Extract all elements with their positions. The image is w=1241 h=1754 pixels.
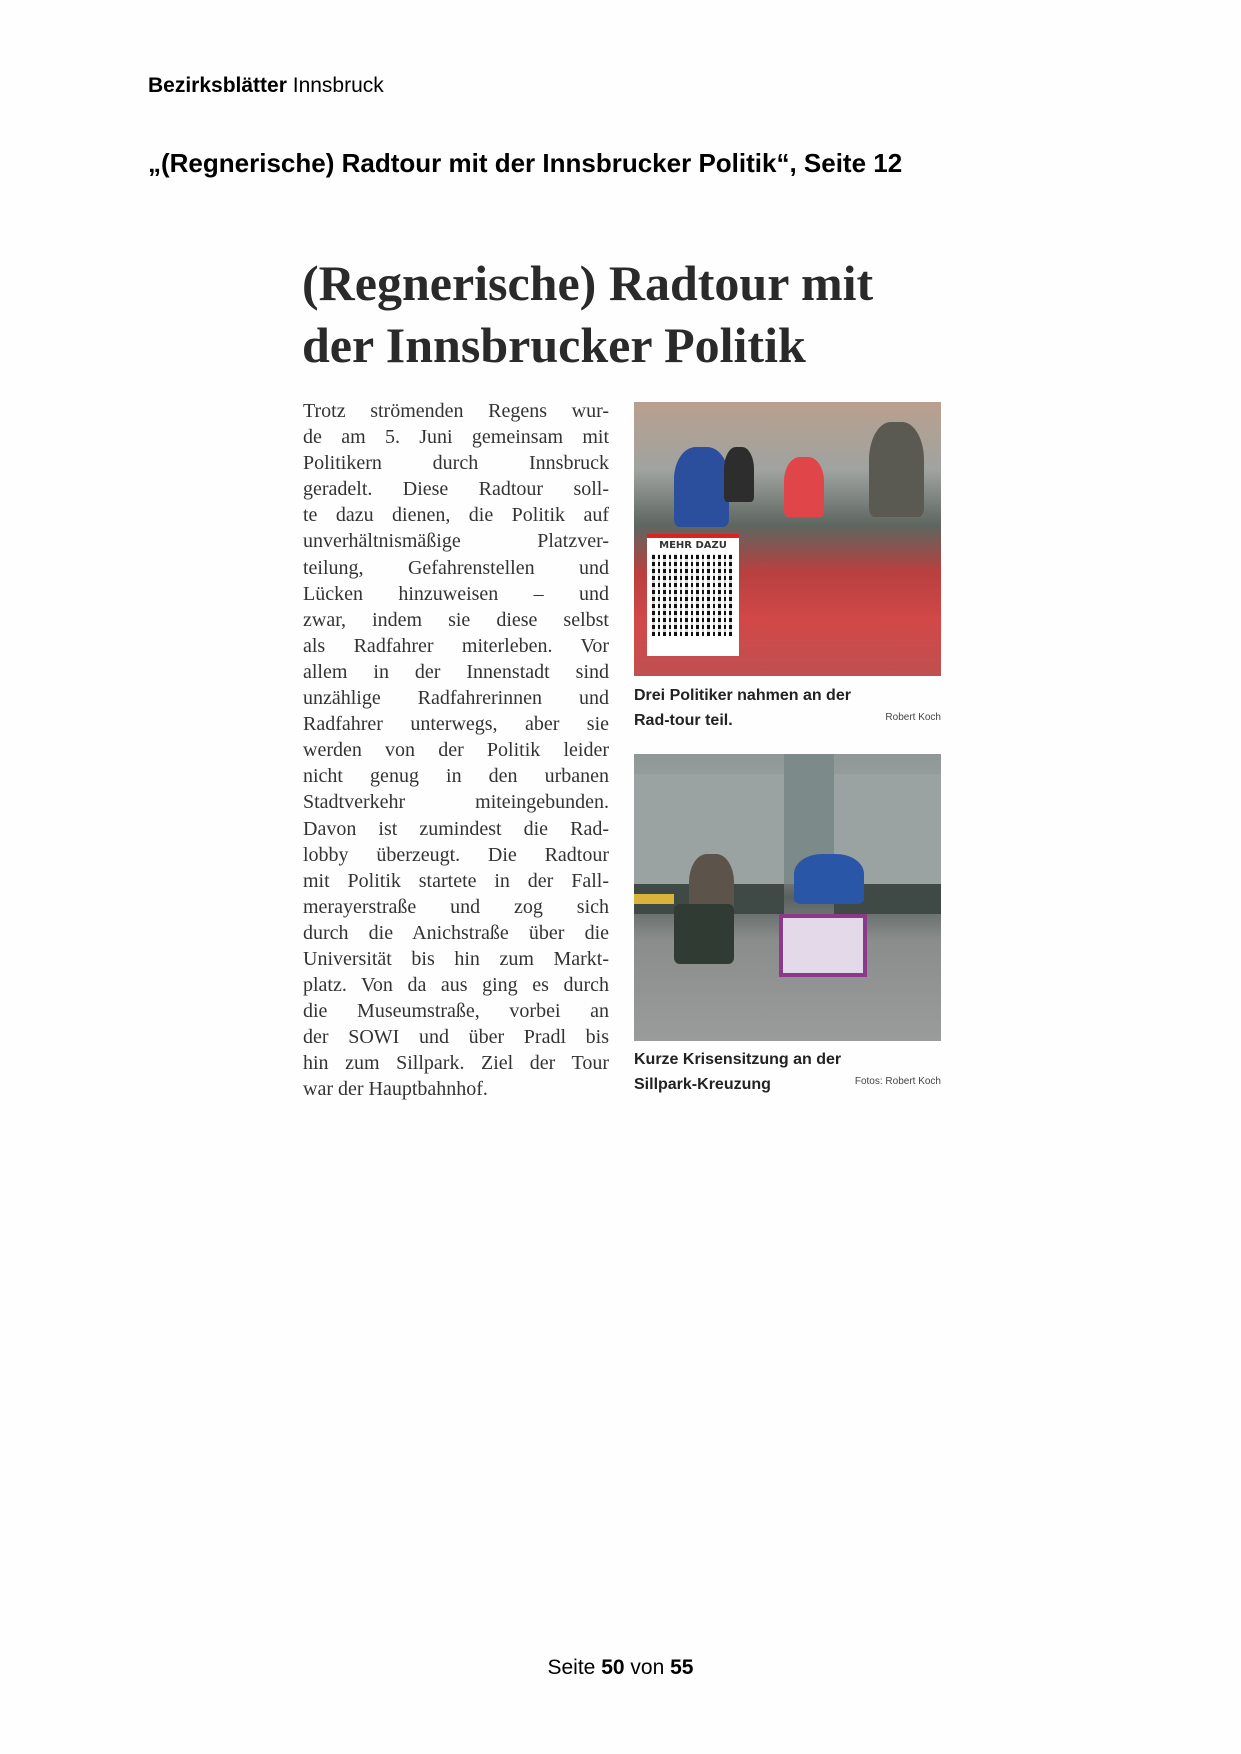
body-line: allem in der Innenstadt sind: [303, 660, 609, 683]
article-body: [303, 398, 609, 1103]
body-line: platz. Von da aus ging es durch: [303, 974, 609, 997]
publication-region: Innsbruck: [292, 74, 384, 97]
body-line: de am 5. Juni gemeinsam mit: [303, 426, 609, 449]
body-line: geradelt. Diese Radtour soll-: [303, 478, 609, 501]
body-line: te dazu dienen, die Politik auf: [303, 504, 609, 527]
page-of: von: [630, 1656, 665, 1679]
body-line: Radfahrer unterwegs, aber sie: [303, 713, 609, 736]
body-line: als Radfahrer miterleben. Vor: [303, 634, 609, 657]
body-line: merayerstraße und zog sich: [303, 895, 609, 918]
document-title: „(Regnerische) Radtour mit der Innsbrucker Politik“, Seite 12: [148, 148, 903, 178]
publication-header: [148, 74, 384, 98]
body-line: Trotz strömenden Regens wur-: [303, 400, 609, 422]
body-line: Lücken hinzuweisen – und: [303, 582, 609, 605]
photo-caption: [634, 683, 941, 733]
photo-credit: Robert Koch: [885, 712, 941, 723]
photo-cyclists-in-rain: [634, 402, 941, 676]
photo-credit: Fotos: Robert Koch: [854, 1076, 941, 1087]
body-line: teilung, Gefahrenstellen und: [303, 556, 609, 579]
body-line: zwar, indem sie diese selbst: [303, 608, 609, 631]
caption-text: Drei Politiker nahmen an der Rad-tour teil.: [634, 687, 851, 729]
photo-caption: [634, 1047, 941, 1097]
caption-text: Kurze Krisensitzung an der Sillpark-Kreuzung: [634, 1051, 842, 1093]
qr-code-box[interactable]: [647, 534, 739, 656]
body-line: Universität bis hin zum Markt-: [303, 947, 609, 970]
body-line: der SOWI und über Pradl bis: [303, 1026, 609, 1049]
body-line: hin zum Sillpark. Ziel der Tour: [303, 1052, 609, 1075]
body-line: werden von der Politik leider: [303, 739, 609, 762]
qr-code-icon: [652, 554, 734, 636]
page-prefix: Seite: [547, 1656, 596, 1679]
body-line: unverhältnismäßige Platzver-: [303, 530, 609, 553]
qr-label: MEHR DAZU: [659, 540, 727, 551]
page-number: [0, 1656, 1241, 1680]
article-headline: [302, 252, 952, 376]
body-line: nicht genug in den urbanen: [303, 765, 609, 788]
body-line: Davon ist zumindest die Rad-: [303, 817, 609, 840]
body-line: war der Hauptbahnhof.: [303, 1078, 488, 1101]
headline-line: (Regnerische) Radtour mit: [302, 255, 874, 311]
publication-name: Bezirksblätter: [148, 74, 287, 97]
current-page: 50: [601, 1656, 625, 1679]
total-pages: 55: [670, 1656, 694, 1679]
body-line: durch die Anichstraße über die: [303, 921, 609, 944]
body-line: Politikern durch Innsbruck: [303, 452, 609, 475]
body-line: Stadtverkehr miteingebunden.: [303, 791, 609, 814]
headline-line: der Innsbrucker Politik: [302, 317, 806, 373]
body-line: die Museumstraße, vorbei an: [303, 1000, 609, 1023]
body-line: mit Politik startete in der Fall-: [303, 869, 609, 892]
body-line: unzählige Radfahrerinnen und: [303, 687, 609, 710]
body-line: lobby überzeugt. Die Radtour: [303, 843, 609, 866]
photo-cargo-bikes-crossing: [634, 754, 941, 1041]
